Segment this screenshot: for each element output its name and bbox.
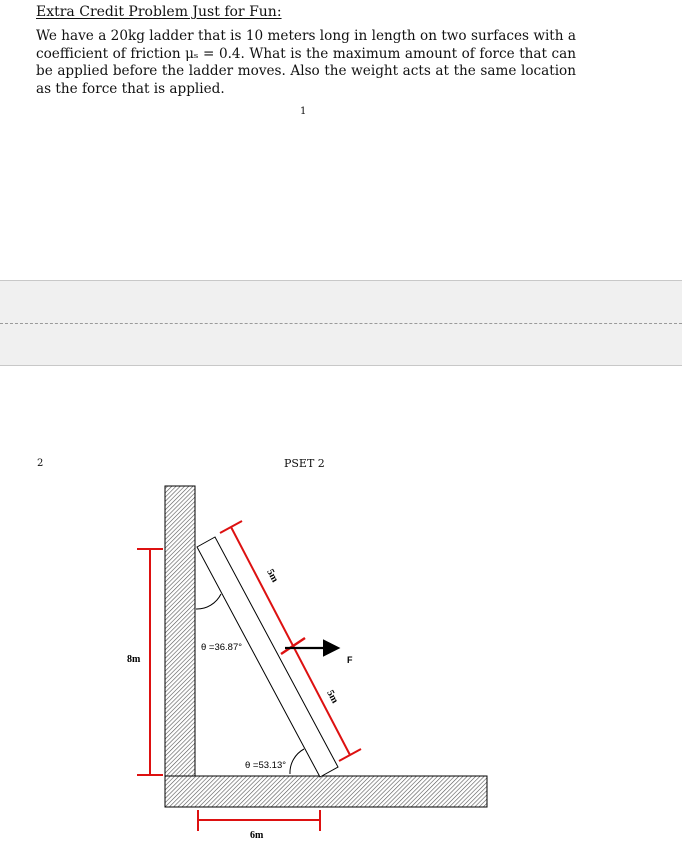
problem-heading: Extra Credit Problem Just for Fun: bbox=[36, 4, 282, 20]
floor bbox=[165, 776, 487, 807]
problem-statement: We have a 20kg ladder that is 10 meters long in length on two surfaces with a coefficient of friction μₛ = 0.4. What is the maximum amount of force that can be applied before the ladder moves. Also the weight acts at the same location as the force that is applied. bbox=[36, 28, 576, 97]
label-bottom-angle: θ =53.13° bbox=[245, 760, 287, 771]
ladder-dimension-tick-top bbox=[220, 521, 242, 533]
label-height: 8m bbox=[127, 654, 141, 665]
wall bbox=[165, 486, 195, 778]
running-header: PSET 2 bbox=[284, 457, 325, 470]
label-base: 6m bbox=[250, 830, 264, 841]
top-angle-arc bbox=[196, 594, 221, 609]
page-number: 2 bbox=[37, 458, 44, 469]
page-gap bbox=[0, 280, 682, 366]
label-lower-length: 5m bbox=[324, 688, 341, 706]
ladder-diagram bbox=[0, 366, 682, 857]
bottom-angle-arc bbox=[290, 749, 304, 774]
label-top-angle: θ =36.87° bbox=[201, 642, 243, 653]
ladder-midpoint-marker bbox=[281, 638, 305, 654]
label-upper-length: 5m bbox=[264, 567, 281, 585]
page-2 bbox=[0, 366, 682, 857]
page-1 bbox=[0, 0, 682, 280]
label-force: F bbox=[347, 655, 353, 665]
page-number: 1 bbox=[300, 106, 307, 117]
ladder-dimension-tick-bottom bbox=[339, 749, 361, 761]
page-break-line bbox=[0, 323, 682, 324]
